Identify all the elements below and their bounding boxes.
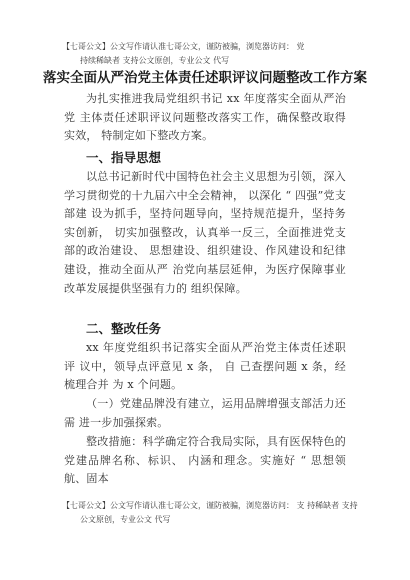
page-footer-notice bbox=[62, 499, 362, 527]
task-item-1: （一）党建品牌没有建立，运用品牌增强支部活力还需 进一步加强探索。 bbox=[64, 397, 346, 429]
section-1-body: 以总书记新时代中国特色社会主义思想为引领，深入学习贯彻党的十九届六中全会精神， 以深化 “ 四强”党支部建 设为抓手，坚持问题导向，坚持规范提升，坚持务实创新， 切实加强整改，认真举一反三，全面推进党支部的政治建设、 思想建设、组织建设、作风建设和纪律建设，推动全面从严 治党向基层延伸，为医疗保障事业改革发展提供坚强有力的 组织保障。 bbox=[64, 170, 346, 295]
document-title: 落实全面从严治党主体责任述职评议问题整改工作方案 bbox=[43, 70, 367, 86]
header-line-2: 持续稀缺者 支持公文原创，专业公文 代写 bbox=[80, 56, 230, 65]
rectification-measures: 整改措施：科学确定符合我局实际，具有医保特色的党建品牌名称、标识、 内涵和理念。实施好 “ 思想领航、固本 bbox=[64, 435, 346, 486]
page-header-notice bbox=[62, 40, 362, 68]
section-2-body: xx 年度党组织书记落实全面从严治党主体责任述职评 议中，领导点评意见 x 条， 自 己查摆问题 x 条，经梳理合并 为 x 个问题。 bbox=[64, 341, 346, 392]
footer-line-2: 公文原创，专业公文 代写 bbox=[80, 515, 171, 524]
footer-line-1: 【七哥公文】公文写作请认准七哥公文，谨防被骗，浏览器访问： 支 持稀缺者 支持 bbox=[62, 501, 358, 510]
section-heading-guiding-ideology: 一、指导思想 bbox=[86, 150, 162, 165]
intro-paragraph: 为扎实推进我局党组织书记 xx 年度落实全面从严治党 主体责任述职评议问题整改落实工作，确保整改取得实效， 特制定如下整改方案。 bbox=[64, 92, 346, 143]
section-heading-rectification-tasks: 二、整改任务 bbox=[86, 321, 162, 336]
header-line-1: 【七哥公文】公文写作请认准七哥公文，谨防被骗，浏览器访问： 党 bbox=[62, 42, 305, 51]
